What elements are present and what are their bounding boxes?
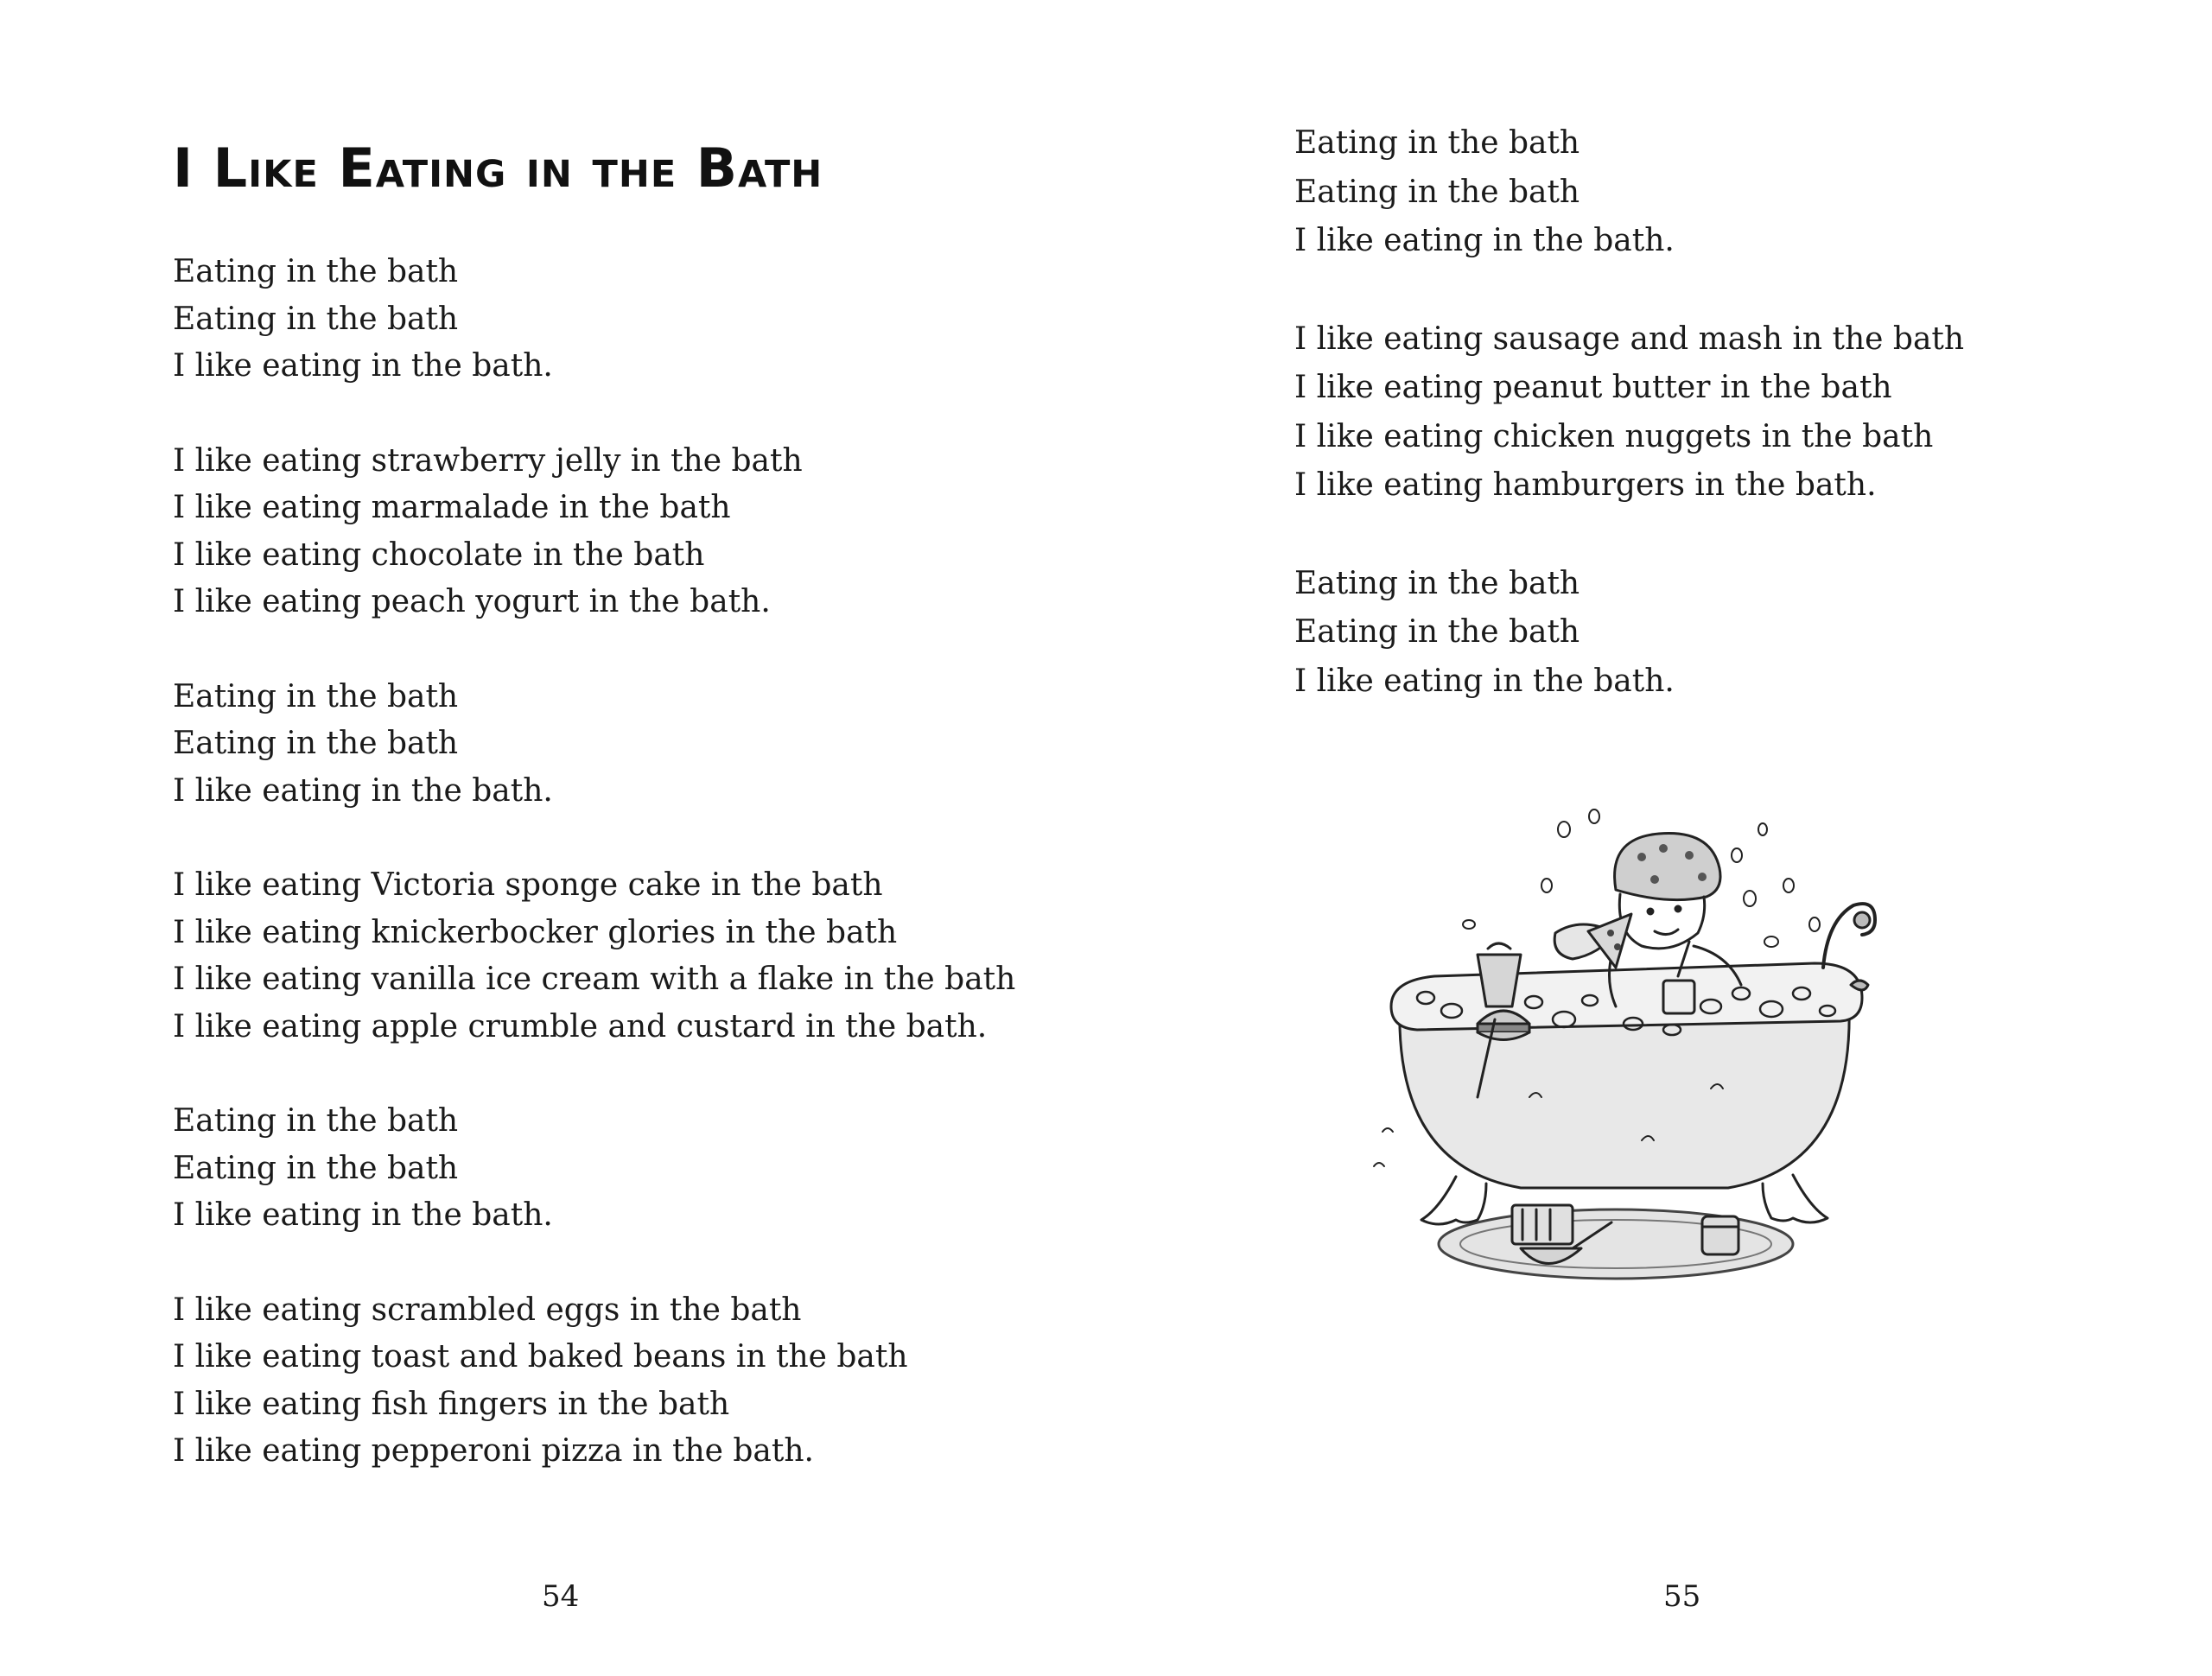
poem-line: I like eating scrambled eggs in the bath — [173, 1292, 802, 1328]
poem-line: I like eating vanilla ice cream with a flake in the bath — [173, 962, 1016, 997]
poem-line: I like eating chocolate in the bath — [173, 536, 705, 573]
poem-line: I like eating peanut butter in the bath — [1294, 370, 1892, 405]
poem-line: I like eating chicken nuggets in the bath — [1294, 418, 1934, 454]
poem-line: I like eating in the bath. — [173, 348, 553, 384]
poem-line: I like eating Victoria sponge cake in the bath — [173, 867, 883, 903]
stanza-1 — [173, 249, 1015, 390]
stanza-3 — [173, 674, 1015, 816]
right-page-stanzas — [1294, 119, 1964, 755]
poem-title: I Like Eating in the Bath — [173, 136, 823, 200]
poem-line: Eating in the bath — [1294, 614, 1580, 650]
stanza-5 — [173, 1098, 1015, 1240]
poem-line: I like eating pepperoni pizza in the bath. — [173, 1433, 814, 1469]
poem-line: I like eating fish fingers in the bath — [173, 1386, 730, 1422]
stanza-4 — [173, 862, 1015, 1051]
stanza-7 — [1294, 119, 1964, 266]
poem-line: I like eating in the bath. — [173, 772, 553, 809]
poem-line: Eating in the bath — [173, 254, 459, 289]
stanza-8 — [1294, 315, 1964, 511]
page-number-left: 54 — [542, 1579, 580, 1614]
poem-line: I like eating sausage and mash in the bath — [1294, 321, 1965, 357]
right-page — [1106, 0, 2212, 1676]
poem-line: I like eating in the bath. — [173, 1197, 553, 1233]
poem-line: I like eating knickerbocker glories in the bath — [173, 914, 898, 950]
poem-line: Eating in the bath — [173, 1103, 459, 1139]
poem-line: I like eating in the bath. — [1294, 223, 1675, 258]
poem-line: I like eating peach yogurt in the bath. — [173, 584, 771, 619]
poem-line: I like eating hamburgers in the bath. — [1294, 467, 1877, 503]
bathtub-illustration-icon — [1357, 803, 1910, 1356]
stanza-6 — [173, 1287, 1015, 1476]
stanza-9 — [1294, 560, 1964, 707]
poem-line: I like eating marmalade in the bath — [173, 490, 731, 525]
poem-line: Eating in the bath — [173, 1150, 459, 1186]
poem-line: I like eating strawberry jelly in the bath — [173, 442, 803, 479]
left-page-stanzas — [173, 249, 1015, 1523]
poem-line: Eating in the bath — [173, 678, 459, 714]
poem-line: I like eating apple crumble and custard in the bath. — [173, 1008, 988, 1044]
page-number-right: 55 — [1663, 1579, 1701, 1614]
poem-line: Eating in the bath — [1294, 565, 1580, 601]
poem-line: I like eating in the bath. — [1294, 663, 1675, 699]
poem-line: Eating in the bath — [1294, 174, 1580, 210]
stanza-2 — [173, 438, 1015, 626]
poem-line: Eating in the bath — [1294, 125, 1580, 161]
poem-line: Eating in the bath — [173, 726, 459, 761]
poem-line: I like eating toast and baked beans in the bath — [173, 1339, 908, 1374]
poem-line: Eating in the bath — [173, 301, 459, 337]
